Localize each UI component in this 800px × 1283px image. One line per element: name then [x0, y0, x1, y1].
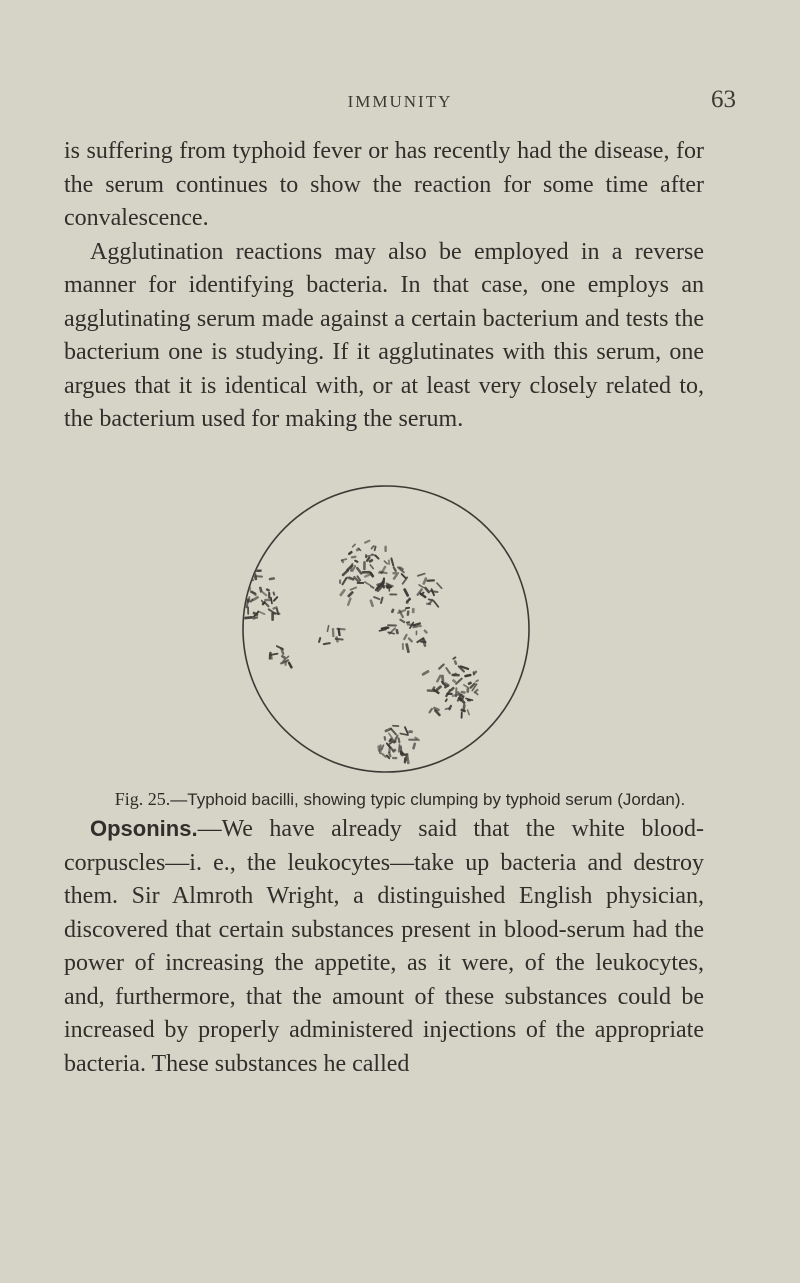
bacillus-mark — [231, 603, 233, 611]
bacillus-mark — [420, 641, 426, 643]
bacillus-mark — [237, 590, 242, 595]
bacillus-mark — [362, 571, 371, 574]
body-text-bottom — [64, 812, 704, 1081]
bacillus-mark — [384, 546, 386, 552]
bacillus-mark — [412, 608, 415, 613]
paragraph-opsonins — [64, 812, 704, 1081]
paragraph: is suffering from typhoid fever or has recently had the disease, for the serum continues to show the reaction for some time after convalescence. — [64, 138, 704, 231]
bacillus-mark — [404, 757, 407, 763]
bacillus-mark — [244, 582, 249, 584]
bacillus-mark — [239, 589, 244, 592]
bacillus-mark — [238, 574, 244, 578]
bacillus-mark — [392, 572, 399, 574]
bacillus-mark — [426, 579, 435, 582]
page-number: 63 — [711, 86, 736, 113]
figure-typhoid-bacilli — [212, 476, 560, 782]
bacillus-mark — [392, 757, 397, 759]
bacillus-mark — [388, 559, 390, 565]
bacillus-mark — [357, 582, 365, 584]
bacillus-mark — [461, 711, 463, 718]
body-text-top — [64, 135, 704, 437]
paragraph-text: —We have already said that the white blood-corpuscles—i. e., the leukocytes—take up bacteria and destroy them. Sir Almroth Wright, a distinguished English physician, discovered that certain substances present in blood-serum had the power of increasing the appetite, as it were, of the leukocytes, and, furthermore, that the amount of these substances could be increased by properly administered injections of the appropriate bacteria. These substances he called — [64, 816, 704, 1077]
bacillus-mark — [379, 744, 382, 754]
bacillus-mark — [268, 592, 270, 599]
bacillus-mark — [408, 730, 413, 733]
bacillus-mark — [416, 630, 418, 635]
bacillus-mark — [402, 643, 404, 650]
running-title: IMMUNITY — [347, 92, 453, 111]
microscope-field-illustration — [212, 476, 560, 782]
bacillus-mark — [238, 601, 244, 607]
bacillus-mark — [387, 624, 397, 626]
bacillus-mark — [235, 597, 240, 602]
bacillus-mark — [363, 561, 366, 570]
running-head — [0, 86, 800, 122]
bacillus-mark — [247, 606, 249, 614]
bacillus-mark — [229, 603, 234, 613]
bacillus-mark — [234, 600, 242, 604]
bacillus-mark — [237, 585, 243, 593]
figure-label: Fig. 25. — [114, 789, 171, 809]
figure-caption-text: —Typhoid bacilli, showing typic clumping by typhoid serum (Jordan). — [170, 790, 686, 809]
bacillus-mark — [264, 599, 271, 602]
bacillus-mark — [339, 579, 341, 584]
bacillus-mark — [389, 594, 397, 596]
paragraph: Agglutination reactions may also be employed in a reverse manner for identifying bacteria. In that case, one employs an agglutinating serum made against a certain bacterium and tests the bacterium one is studying. If it agglutinates with this serum, one argues that it is identical with, or at least very closely related to, the bacterium used for making the serum. — [64, 238, 704, 432]
figure-caption — [90, 787, 710, 812]
section-heading-opsonins: Opsonins. — [90, 816, 198, 841]
